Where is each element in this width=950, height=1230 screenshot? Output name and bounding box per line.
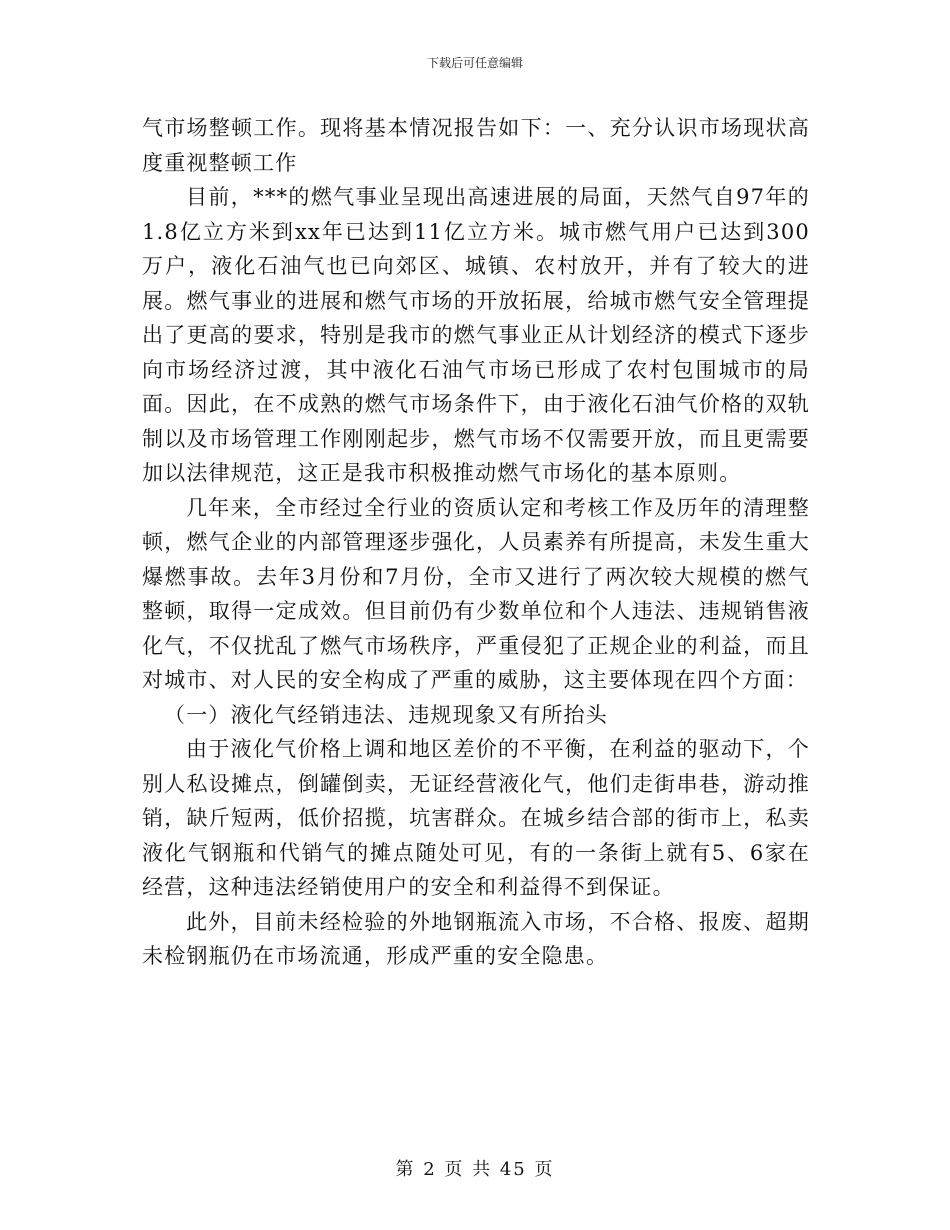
page-footer: 第 2 页 共 45 页 [395, 1159, 555, 1180]
paragraph-price-imbalance: 由于液化气价格上调和地区差价的不平衡，在利益的驱动下，个别人私设摊点，倒罐倒卖，无证经营液化气，他们走街串巷，游动推销，缺斤短两，低价招揽，坑害群众。在城乡结合部的街市上，私卖液化气钢瓶和代销气的摊点随处可见，有的一条街上就有5、6家在经营，这种违法经销使用户的安全和利益得不到保证。 [142, 737, 810, 899]
section-heading-one: （一）液化气经销违法、违规现象又有所抬头 [164, 702, 608, 727]
paragraph-cylinders: 此外，目前未经检验的外地钢瓶流入市场，不合格、报废、超期未检钢瓶仍在市场流通，形成严重的安全隐患。 [142, 909, 810, 968]
paragraph-current-situation: 目前，***的燃气事业呈现出高速进展的局面，天然气自97年的1.8亿立方米到xx年已达到11亿立方米。城市燃气用户已达到300万户，液化石油气也已向郊区、城镇、农村放开，并有了较大的进展。燃气事业的进展和燃气市场的开放拓展，给城市燃气安全管理提出了更高的要求，特别是我市的燃气事业正从计划经济的模式下逐步向市场经济过渡，其中液化石油气市场已形成了农村包围城市的局面。因此，在不成熟的燃气市场条件下，由于液化石油气价格的双轨制以及市场管理工作刚刚起步，燃气市场不仅需要开放，而且更需要加以法律规范，这正是我市积极推动燃气市场化的基本原则。 [142, 185, 810, 485]
paragraph-continuation: 气市场整顿工作。现将基本情况报告如下：一、充分认识市场现状高度重视整顿工作 [142, 116, 810, 175]
document-body [142, 111, 810, 974]
page-header: 下载后可任意编辑 [426, 56, 523, 70]
paragraph-recent-years: 几年来，全市经过全行业的资质认定和考核工作及历年的清理整顿，燃气企业的内部管理逐步强化，人员素养有所提高，未发生重大爆燃事故。去年3月份和7月份，全市又进行了两次较大规模的燃气整顿，取得一定成效。但目前仍有少数单位和个人违法、违规销售液化气，不仅扰乱了燃气市场秩序，严重侵犯了正规企业的利益，而且对城市、对人民的安全构成了严重的威胁，这主要体现在四个方面： [142, 495, 810, 692]
